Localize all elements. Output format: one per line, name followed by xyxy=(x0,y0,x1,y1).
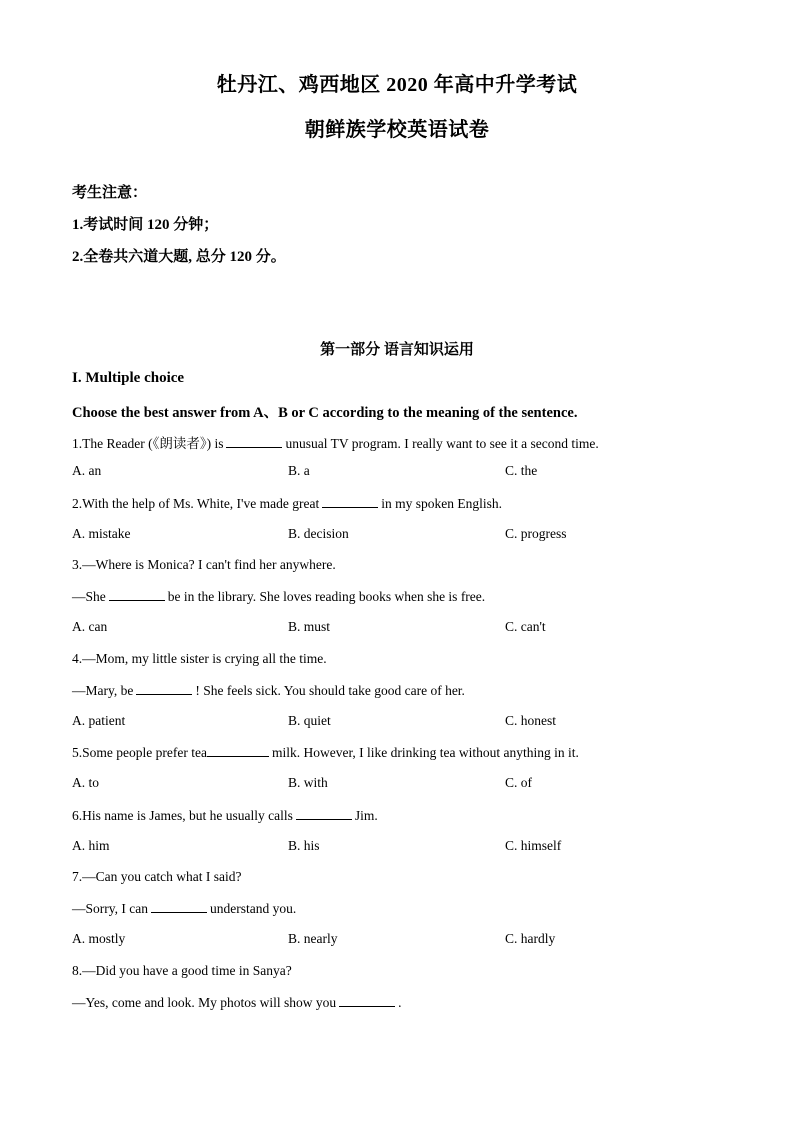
question-2-stem: 2.With the help of Ms. White, I've made great in my spoken English. xyxy=(72,496,502,511)
q4-option-a: A. patient xyxy=(72,713,126,728)
answer-blank xyxy=(339,994,395,1007)
question-8-stem: —Yes, come and look. My photos will show you . xyxy=(72,995,402,1010)
question-8-line1: 8.—Did you have a good time in Sanya? xyxy=(72,963,292,978)
answer-blank xyxy=(322,495,378,508)
question-4-stem: —Mary, be ! She feels sick. You should take good care of her. xyxy=(72,683,465,698)
q2-option-c: C. progress xyxy=(505,526,567,541)
q7-option-c: C. hardly xyxy=(505,931,556,946)
question-7-line1: 7.—Can you catch what I said? xyxy=(72,869,242,884)
notice-item-time: 1.考试时间 120 分钟； xyxy=(72,217,219,233)
exam-subtitle: 朝鲜族学校英语试卷 xyxy=(304,119,490,141)
answer-blank xyxy=(296,807,352,820)
answer-blank xyxy=(207,744,269,757)
q6-option-b: B. his xyxy=(288,838,320,853)
q2-option-b: B. decision xyxy=(288,526,349,541)
instruction: Choose the best answer from A、B or C according to the meaning of the sentence. xyxy=(72,405,578,421)
q1-option-c: C. the xyxy=(505,463,538,478)
notice-item-score: 2.全卷共六道大题, 总分 120 分。 xyxy=(72,249,286,265)
question-3-stem: —She be in the library. She loves reading books when she is free. xyxy=(72,589,486,604)
q3-option-c: C. can't xyxy=(505,619,546,634)
question-5-stem: 5.Some people prefer tea milk. However, I like drinking tea without anything in it. xyxy=(72,745,579,760)
question-3-line1: 3.—Where is Monica? I can't find her anywhere. xyxy=(72,557,336,572)
question-7-stem: —Sorry, I can understand you. xyxy=(72,901,297,916)
q7-option-b: B. nearly xyxy=(288,931,338,946)
q1-option-a: A. an xyxy=(72,463,102,478)
q4-option-c: C. honest xyxy=(505,713,557,728)
answer-blank xyxy=(151,900,207,913)
question-1-stem: 1.The Reader (《朗读者》) is unusual TV program. I really want to see it a second time. xyxy=(72,436,599,451)
q6-option-a: A. him xyxy=(72,838,110,853)
part-title: I. Multiple choice xyxy=(72,370,185,386)
section-title: 第一部分 语言知识运用 xyxy=(320,342,474,358)
question-4-line1: 4.—Mom, my little sister is crying all the time. xyxy=(72,651,327,666)
q3-option-b: B. must xyxy=(288,619,331,634)
q6-option-c: C. himself xyxy=(505,838,562,853)
answer-blank xyxy=(136,682,192,695)
answer-blank xyxy=(226,435,282,448)
answer-blank xyxy=(109,588,165,601)
q4-option-b: B. quiet xyxy=(288,713,331,728)
question-6-stem: 6.His name is James, but he usually calls Jim. xyxy=(72,808,378,823)
q3-option-a: A. can xyxy=(72,619,108,634)
q1-option-b: B. a xyxy=(288,463,310,478)
q5-option-b: B. with xyxy=(288,775,328,790)
q2-option-a: A. mistake xyxy=(72,526,131,541)
exam-title: 牡丹江、鸡西地区 2020 年高中升学考试 xyxy=(216,74,578,96)
q7-option-a: A. mostly xyxy=(72,931,126,946)
q5-option-c: C. of xyxy=(505,775,532,790)
q5-option-a: A. to xyxy=(72,775,99,790)
notice-heading: 考生注意： xyxy=(72,185,148,201)
